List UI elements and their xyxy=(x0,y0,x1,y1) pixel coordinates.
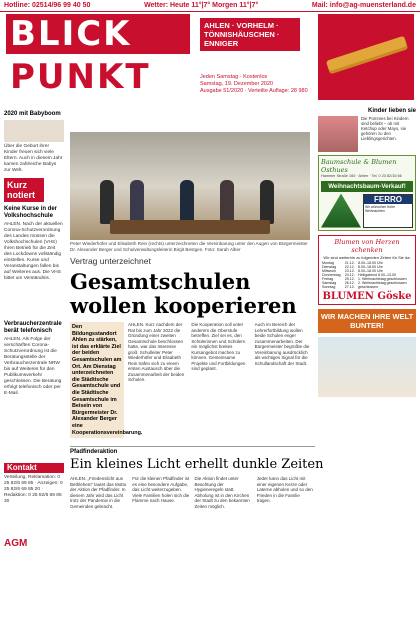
logo-blick: BLICK xyxy=(6,14,190,54)
hotline: Hotline: 02514/96 99 40 50 xyxy=(4,2,91,9)
top-bar xyxy=(0,0,420,12)
kontakt-label: Kontakt xyxy=(4,463,64,473)
article2-columns: AHLEN. „Friedenslicht aus Bethlehem“ lautet das Motto der Aktion der Pfadfinder. In diesem Jahr wird das Licht trotz der Pandemie in die Gemeinden gebracht. Für die kleinen Pfadfinder ist es eine besondere Aufgabe, das Licht weiterzugeben. Viele Familien holen sich die Flamme nach Hause. Die Aktion findet unter Beachtung der Hygieneregeln statt. Abholung ist in den Kirchen der Stadt zu den bekannten Zeiten möglich. Jeder kann das Licht mit einer eigenen Kerze oder Laterne abholen und so den Frieden in die Familie tragen. xyxy=(70,476,313,509)
blumen-logo: BLUMEN Göske xyxy=(322,290,412,302)
fries-image xyxy=(318,14,414,100)
babyboom-head: 2020 mit Babyboom xyxy=(4,111,61,117)
vz-head: Verbraucherzentrale berät telefonisch xyxy=(4,321,62,334)
baumschule-ad[interactable]: Baumschule & Blumen Osthues Hammer Straße 160 · Ahlen · Tel. 0 23 82/16 66 Weihnachtsbaum-Verkauf! FERRO Wir wünschen frohe Weihnachten xyxy=(318,155,416,231)
masthead xyxy=(0,14,420,102)
vhs-head: Keine Kurse in der Volkshochschule xyxy=(4,206,58,219)
hours-table: Montag 21.12. 8.00–18.00 Uhr Dienstag 22.12. 8.00–18.00 Uhr Mittwoch 23.12. 8.00–18.00 Uhr Donnerstag 24.12. Heiligabend 8.00–13.00 Freitag 25.12. 1. Weihnachtstag geschlossen Samstag 26.12. 2. Weihnachtstag geschlossen Sonntag 27.12. geschlossen xyxy=(322,260,407,289)
ferro-ad[interactable]: FERRO Wir wünschen frohe Weihnachten xyxy=(363,194,413,228)
mail[interactable]: Mail: info@ag-muensterland.de xyxy=(311,2,416,9)
agm-logo: AGM xyxy=(4,538,28,549)
article-columns: AHLEN. Kurz nachdem der Rat bis zum Jahr 2022 die Gründung einer zweiten Gesamtschule beschlossen hatte, war das Interesse groß. Schulleiter Peter Wiederhöfer und Elisabeth Rein trafen sich zu einem ersten Austausch über die Zusammenarbeit der beiden Schulen. Die Kooperation soll unter anderem die Oberstufe betreffen. Ziel sei es, den Schülerinnen und Schülern ein möglichst breites Kursangebot machen zu können. Gemeinsame Projekte und Fortbildungen sind geplant. Auch im Bereich der Lehrerfortbildung wollen beide Schulen enger zusammenarbeiten. Der Bürgermeister begrüßte die Vereinbarung ausdrücklich als wichtiges Signal für die Schullandschaft der Stadt. xyxy=(128,322,310,382)
article2-kicker: Pfadfinderaktion xyxy=(70,446,315,455)
kinder-title: Kinder lieben sie xyxy=(367,108,416,114)
article-kicker: Vertrag unterzeichnet xyxy=(70,256,151,266)
flower-ad[interactable]: Blumen von Herzen schenken Wir sind weiterhin zu folgenden Zeiten für Sie da: Montag 21.12. 8.00–18.00 Uhr Dienstag 22.12. 8.00–18.00 Uhr Mittwoch 23.12. 8.00–18.00 Uhr Donnerstag 24.12. Heiligabend 8.00–13.00 Freitag 25.12. 1. Weihnachtstag geschlossen Samstag 26.12. 2. Weihnachtstag geschlossen Sonntag 27.12. geschlossen BLUMEN Göske xyxy=(318,235,416,305)
left-column: 2020 mit Babyboom Über die Geburt ihrer Kinder freuen sich viele Eltern. Auch in diesem Jahr kamen zahlreiche Babys zur Welt. Kurz notiert Keine Kurse in der Volkshochschule AHLEN. Nach der aktuellen Corona-Schutzverordnung des Landes müssen die Volkshochschulen (VHS) ihren Betrieb für die Zeit des Lockdowns vollständig einstellen. Kurse und Veranstaltungen fallen bis auf Weiteres aus. Die VHS bittet um Verständnis. Verbraucherzentrale berät telefonisch AHLEN. Als Folge der verschärften Corona-Schutzverordnung ist die Beratungsstelle der Verbraucherzentrale NRW bis auf Weiteres für den Publikumsverkehr geschlossen. Die Beratung erfolgt telefonisch oder per E-Mail. Kontakt Verteilung, Reklamation: 0 25 82/6 69 85 · Anzeigen: 0 25 82/6 69 85 20 · Redaktion: 0 25 82/6 69 85 30 AGM xyxy=(4,111,63,549)
article-lead: Den Bildungsstandort Ahlen zu stärken, ist das erklärte Ziel der beiden Gesamtschulen am Ort. Am Dienstag unterzeichneten die Städtische Gesamtschule und die Städtische Gesamtschule im Beisein von Bürgermeister Dr. Alexander Berger eine Kooperationsvereinbarung. xyxy=(70,322,124,438)
wir-banner: WIR MACHEN IHRE WELT BUNTER! xyxy=(318,309,416,333)
article-headline: Gesamtschulen wollen kooperieren xyxy=(70,269,297,318)
cities-box: AHLEN · VORHELM · TÖNNISHÄUSCHEN · ENNIGER xyxy=(200,18,300,51)
logo-punkt: PUNKT xyxy=(10,57,151,97)
kid-photo xyxy=(318,116,358,152)
article2-headline: Ein kleines Licht erhellt dunkle Zeiten xyxy=(70,457,324,472)
main-photo xyxy=(70,132,310,240)
photo-caption: Peter Wiederhöfer und Elisabeth Rein (rechts) unterzeichneten die Vereinbarung unter den Augen von Bürgermeister Dr. Alexander Berger und Schulverwaltungsleiterin Birgit Bestgen. Foto: Sarah Alber xyxy=(70,241,308,252)
kurz-notiert: Kurz notiert xyxy=(4,178,44,202)
weather: Wetter: Heute 11°|7° Morgen 11°|7° xyxy=(144,2,259,9)
promo-image xyxy=(318,337,416,397)
issue-info: Jeden Samstag · Kostenlos Samstag, 19. Dezember 2020 Ausgabe 51/2020 · Verteilte Auflage: 28 980 xyxy=(200,74,308,94)
tree-icon xyxy=(321,194,361,228)
baby-photo xyxy=(4,120,64,142)
verkauf-banner: Weihnachtsbaum-Verkauf! xyxy=(321,181,413,192)
right-column: Kinder lieben sie Die Pommes bei Kindern sind beliebt – ob mit Ketchup oder Mayo, sie gehören zu den Lieblingsgerichten. Baumschule & Blumen Osthues Hammer Straße 160 · Ahlen · Tel. 0 23 82/16 66 Weihnachtsbaum-Verkauf! FERRO Wir wünschen frohe Weihnachten Blumen von Herzen schenken Wir sind weiterhin zu folgenden Zeiten für Sie da: Montag 21.12. 8.00–18.00 Uhr Dienstag 22.12. 8.00–18.00 Uhr Mittwoch 23.12. 8.00–18.00 Uhr Donnerstag 24.12. Heiligabend 8.00–13.00 Freitag 25.12. 1. Weihnachtstag geschlossen Samstag 26.12. 2. Weihnachtstag geschlossen Sonntag 27.12. geschlossen BLUMEN Göske WIR MACHEN IHRE WELT BUNTER! xyxy=(318,108,416,633)
